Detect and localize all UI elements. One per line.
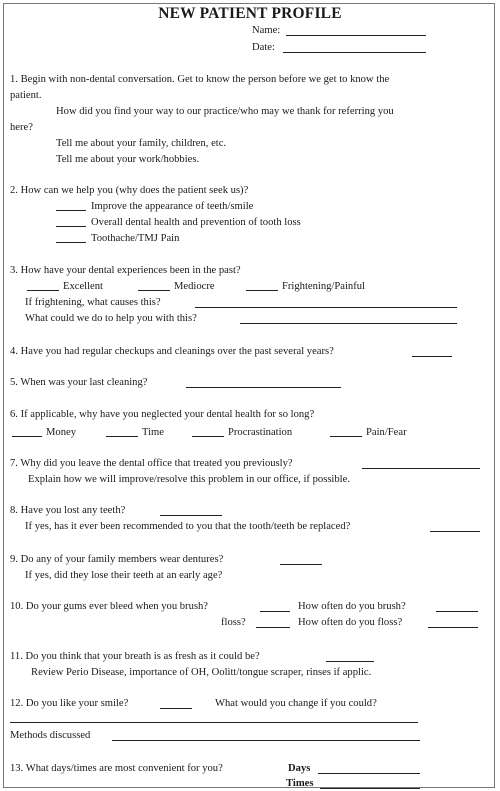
- q11-field[interactable]: [326, 661, 374, 662]
- form-title: NEW PATIENT PROFILE: [158, 5, 342, 22]
- q6-checkbox-3[interactable]: [192, 436, 224, 437]
- q8-text: 8. Have you lost any teeth?: [10, 505, 126, 516]
- q8-sub-field[interactable]: [430, 531, 480, 532]
- q12-methods-field[interactable]: [112, 740, 420, 741]
- date-field[interactable]: [283, 52, 426, 53]
- q12-smile-field[interactable]: [160, 708, 192, 709]
- q2-checkbox-3[interactable]: [56, 242, 86, 243]
- q6-checkbox-4[interactable]: [330, 436, 362, 437]
- q4-field[interactable]: [412, 356, 452, 357]
- q1-sub2: Tell me about your family, children, etc.: [56, 138, 227, 149]
- name-field[interactable]: [286, 35, 426, 36]
- q1-sub3: Tell me about your work/hobbies.: [56, 154, 200, 165]
- q7-text: 7. Why did you leave the dental office that treated you previously?: [10, 458, 293, 469]
- q12-methods: Methods discussed: [10, 730, 91, 741]
- q13-times-field[interactable]: [320, 788, 420, 789]
- q10-how-floss: How often do you floss?: [298, 617, 403, 628]
- q7-sub: Explain how we will improve/resolve this problem in our office, if possible.: [28, 474, 350, 485]
- q10-how-floss-field[interactable]: [428, 627, 478, 628]
- q1-sub1: How did you find your way to our practice/who may we thank for referring you: [56, 106, 394, 117]
- q1-text: 1. Begin with non-dental conversation. Get to know the person before we get to know the: [10, 74, 390, 85]
- q3-checkbox-2[interactable]: [138, 290, 170, 291]
- q2-option-2: Overall dental health and prevention of tooth loss: [91, 217, 301, 228]
- q12-change: What would you change if you could?: [215, 698, 377, 709]
- q6-text: 6. If applicable, why have you neglected your dental health for so long?: [10, 409, 315, 420]
- q10-how-brush: How often do you brush?: [298, 601, 406, 612]
- q11-sub: Review Perio Disease, importance of OH, Oolitt/tongue scraper, rinses if applic.: [31, 667, 372, 678]
- q8-field[interactable]: [160, 515, 222, 516]
- q3-checkbox-3[interactable]: [246, 290, 278, 291]
- q3-option-2: Mediocre: [174, 281, 215, 292]
- q1-text-cont: patient.: [10, 90, 42, 101]
- q6-checkbox-1[interactable]: [12, 436, 42, 437]
- q13-days-field[interactable]: [318, 773, 420, 774]
- q5-field[interactable]: [186, 387, 341, 388]
- q2-checkbox-2[interactable]: [56, 226, 86, 227]
- q6-option-1: Money: [46, 427, 77, 438]
- q3-option-1: Excellent: [63, 281, 104, 292]
- q6-option-3: Procrastination: [228, 427, 293, 438]
- q5-text: 5. When was your last cleaning?: [10, 377, 148, 388]
- q3-text: 3. How have your dental experiences been in the past?: [10, 265, 241, 276]
- q2-option-3: Toothache/TMJ Pain: [91, 233, 180, 244]
- q9-field[interactable]: [280, 564, 322, 565]
- q11-text: 11. Do you think that your breath is as fresh as it could be?: [10, 651, 260, 662]
- q6-option-2: Time: [142, 427, 164, 438]
- q13-days-label: Days: [288, 763, 311, 774]
- q3-checkbox-1[interactable]: [27, 290, 59, 291]
- q10-floss-field[interactable]: [256, 627, 290, 628]
- q3-sub2-field[interactable]: [240, 323, 457, 324]
- q3-option-3: Frightening/Painful: [282, 281, 365, 292]
- q3-sub1-field[interactable]: [195, 307, 457, 308]
- q2-text: 2. How can we help you (why does the patient seek us)?: [10, 185, 249, 196]
- q12-text: 12. Do you like your smile?: [10, 698, 129, 709]
- name-label: Name:: [252, 25, 281, 36]
- date-label: Date:: [252, 42, 275, 53]
- q6-option-4: Pain/Fear: [366, 427, 407, 438]
- q12-change-field[interactable]: [10, 722, 418, 723]
- q10-text: 10. Do your gums ever bleed when you brush?: [10, 601, 209, 612]
- q10-bleed-field[interactable]: [260, 611, 290, 612]
- q13-text: 13. What days/times are most convenient for you?: [10, 763, 223, 774]
- q9-text: 9. Do any of your family members wear dentures?: [10, 554, 224, 565]
- q3-sub1: If frightening, what causes this?: [25, 297, 161, 308]
- q1-sub1-cont: here?: [10, 122, 33, 133]
- q9-sub: If yes, did they lose their teeth at an early age?: [25, 570, 223, 581]
- q8-sub: If yes, has it ever been recommended to you that the tooth/teeth be replaced?: [25, 521, 351, 532]
- q13-times-label: Times: [286, 778, 314, 789]
- q7-field[interactable]: [362, 468, 480, 469]
- q10-floss: floss?: [221, 617, 246, 628]
- q3-sub2: What could we do to help you with this?: [25, 313, 197, 324]
- q10-brush-field[interactable]: [436, 611, 478, 612]
- q4-text: 4. Have you had regular checkups and cleanings over the past several years?: [10, 346, 334, 357]
- q2-option-1: Improve the appearance of teeth/smile: [91, 201, 254, 212]
- q6-checkbox-2[interactable]: [106, 436, 138, 437]
- q2-checkbox-1[interactable]: [56, 210, 86, 211]
